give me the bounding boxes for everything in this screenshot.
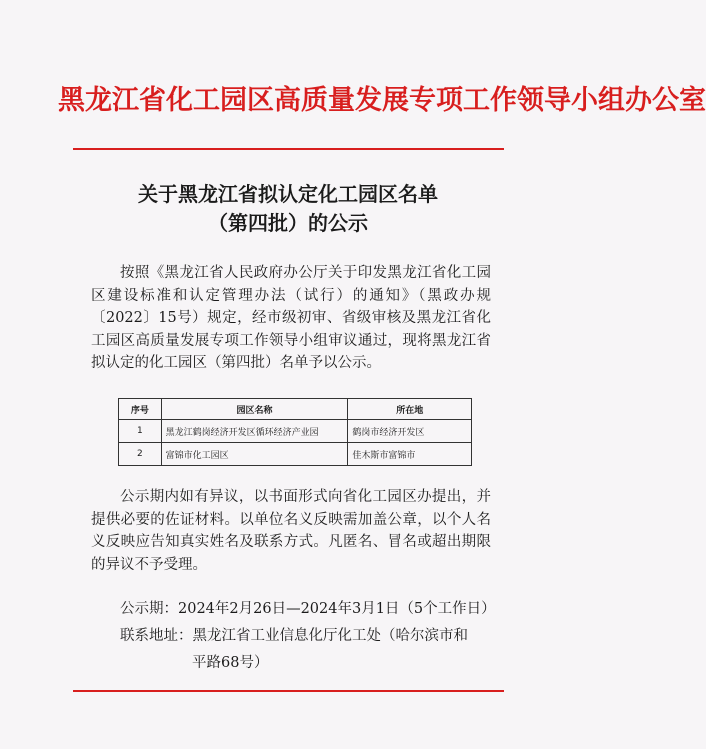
- table-row: [119, 420, 472, 443]
- row-no: 2: [119, 443, 162, 466]
- header-location: 所在地: [348, 399, 472, 420]
- header-no: 序号: [119, 399, 162, 420]
- row-no: 1: [119, 420, 162, 443]
- body-paragraph-2: 公示期内如有异议，以书面形式向省化工园区办提出，并提供必要的佐证材料。以单位名义反映需加盖公章，以个人名义反映应告知真实姓名及联系方式。凡匿名、冒名或超出期限的异议不予受理。: [91, 489, 491, 573]
- row-park-name: 黑龙江鹤岗经济开发区循环经济产业园: [161, 420, 348, 443]
- doc-title-line2: （第四批）的公示: [208, 211, 368, 235]
- row-park-name: 富锦市化工园区: [161, 443, 348, 466]
- table-header-row: [119, 399, 472, 420]
- publicity-period: 公示期：2024年2月26日—2024年3月1日（5个工作日）: [120, 601, 496, 617]
- contact-address-line2: 平路68号）: [192, 655, 269, 671]
- table-row: [119, 443, 472, 466]
- header-red-line: [73, 148, 504, 150]
- footer-red-line: [73, 690, 504, 692]
- org-title: 黑龙江省化工园区高质量发展专项工作领导小组办公室: [58, 85, 706, 116]
- header-park-name: 园区名称: [161, 399, 348, 420]
- row-location: 佳木斯市富锦市: [348, 443, 472, 466]
- park-list-table: [118, 398, 472, 466]
- body-paragraph-1: 按照《黑龙江省人民政府办公厅关于印发黑龙江省化工园区建设标准和认定管理办法（试行）的通知》（黑政办规〔2022〕15号）规定，经市级初审、省级审核及黑龙江省化工园区高质量发展专项工作领导小组审议通过，现将黑龙江省拟认定的化工园区（第四批）名单予以公示。: [91, 265, 491, 372]
- row-location: 鹤岗市经济开发区: [348, 420, 472, 443]
- doc-title-line1: 关于黑龙江省拟认定化工园区名单: [138, 182, 438, 206]
- contact-address-line1: 联系地址：黑龙江省工业信息化厅化工处（哈尔滨市和: [120, 628, 468, 644]
